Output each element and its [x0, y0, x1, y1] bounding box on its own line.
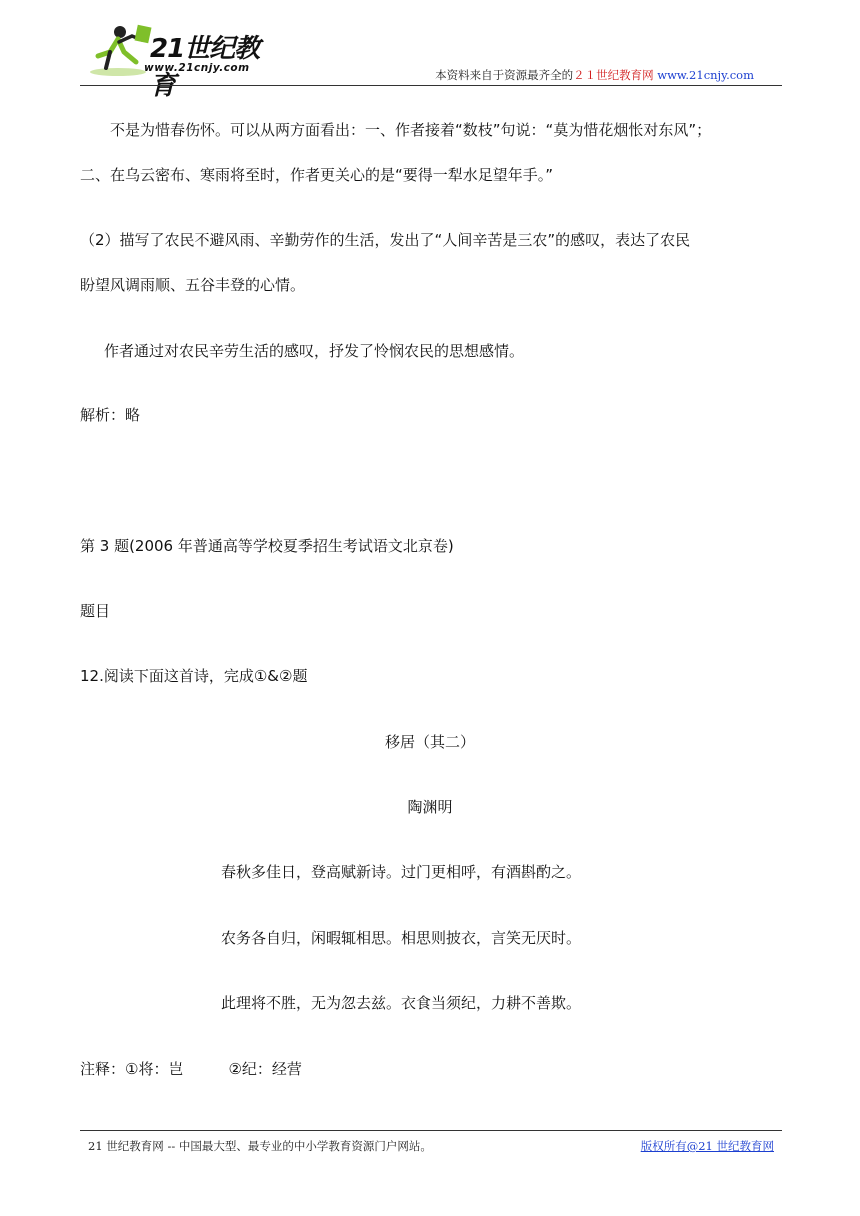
header-note-site: ２１世纪教育网 [573, 68, 654, 82]
footer-copyright-link[interactable]: 版权所有@21 世纪教育网 [640, 1139, 774, 1153]
answer-paragraph-line-4: 盼望风调雨顺、五谷丰登的心情。 [80, 276, 306, 294]
poem-author: 陶渊明 [407, 798, 453, 816]
poem-notes: 注释：①将：岂 ②纪：经营 [80, 1060, 302, 1078]
topic-label: 题目 [80, 602, 111, 620]
answer-paragraph-line-2: 二、在乌云密布、寒雨将至时，作者更关心的是“要得一犁水足望年手。” [80, 166, 554, 184]
answer-paragraph-line-5: 作者通过对农民辛劳生活的感叹，抒发了怜悯农民的思想感情。 [104, 342, 525, 360]
header-source-note [435, 67, 754, 83]
answer-paragraph-line-3: （2）描写了农民不避风雨、辛勤劳作的生活，发出了“人间辛苦是三农”的感叹，表达了农民 [80, 231, 691, 249]
poem-line: 农务各自归，闲暇辄相思。相思则披衣，言笑无厌时。 [221, 929, 582, 947]
poem-title: 移居（其二） [384, 733, 475, 751]
footer-divider [80, 1130, 782, 1131]
analysis-line: 解析：略 [80, 406, 141, 424]
question-prompt: 12.阅读下面这首诗，完成①&②题 [80, 667, 308, 685]
answer-paragraph-line-1: 不是为惜春伤怀。可以从两方面看出：一、作者接着“数枝”句说：“莫为惜花烟怅对东风”； [110, 121, 712, 139]
page-header [0, 0, 860, 101]
poem-line: 此理将不胜，无为忽去兹。衣食当须纪，力耕不善欺。 [221, 994, 582, 1012]
poem-line: 春秋多佳日，登高赋新诗。过门更相呼，有酒斟酌之。 [221, 863, 582, 881]
header-divider [80, 85, 782, 86]
logo-url: www.21cnjy.com [144, 62, 250, 74]
site-logo [88, 22, 283, 101]
footer-site-description: 21 世纪教育网 -- 中国最大型、最专业的中小学教育资源门户网站。 [88, 1139, 432, 1153]
header-note-url-link[interactable]: www.21cnjy.com [657, 68, 754, 82]
question-heading: 第 3 题(2006 年普通高等学校夏季招生考试语文北京卷) [80, 537, 454, 555]
header-note-prefix: 本资料来自于资源最齐全的 [435, 68, 574, 82]
logo-text: 21世纪教育 [150, 34, 260, 101]
